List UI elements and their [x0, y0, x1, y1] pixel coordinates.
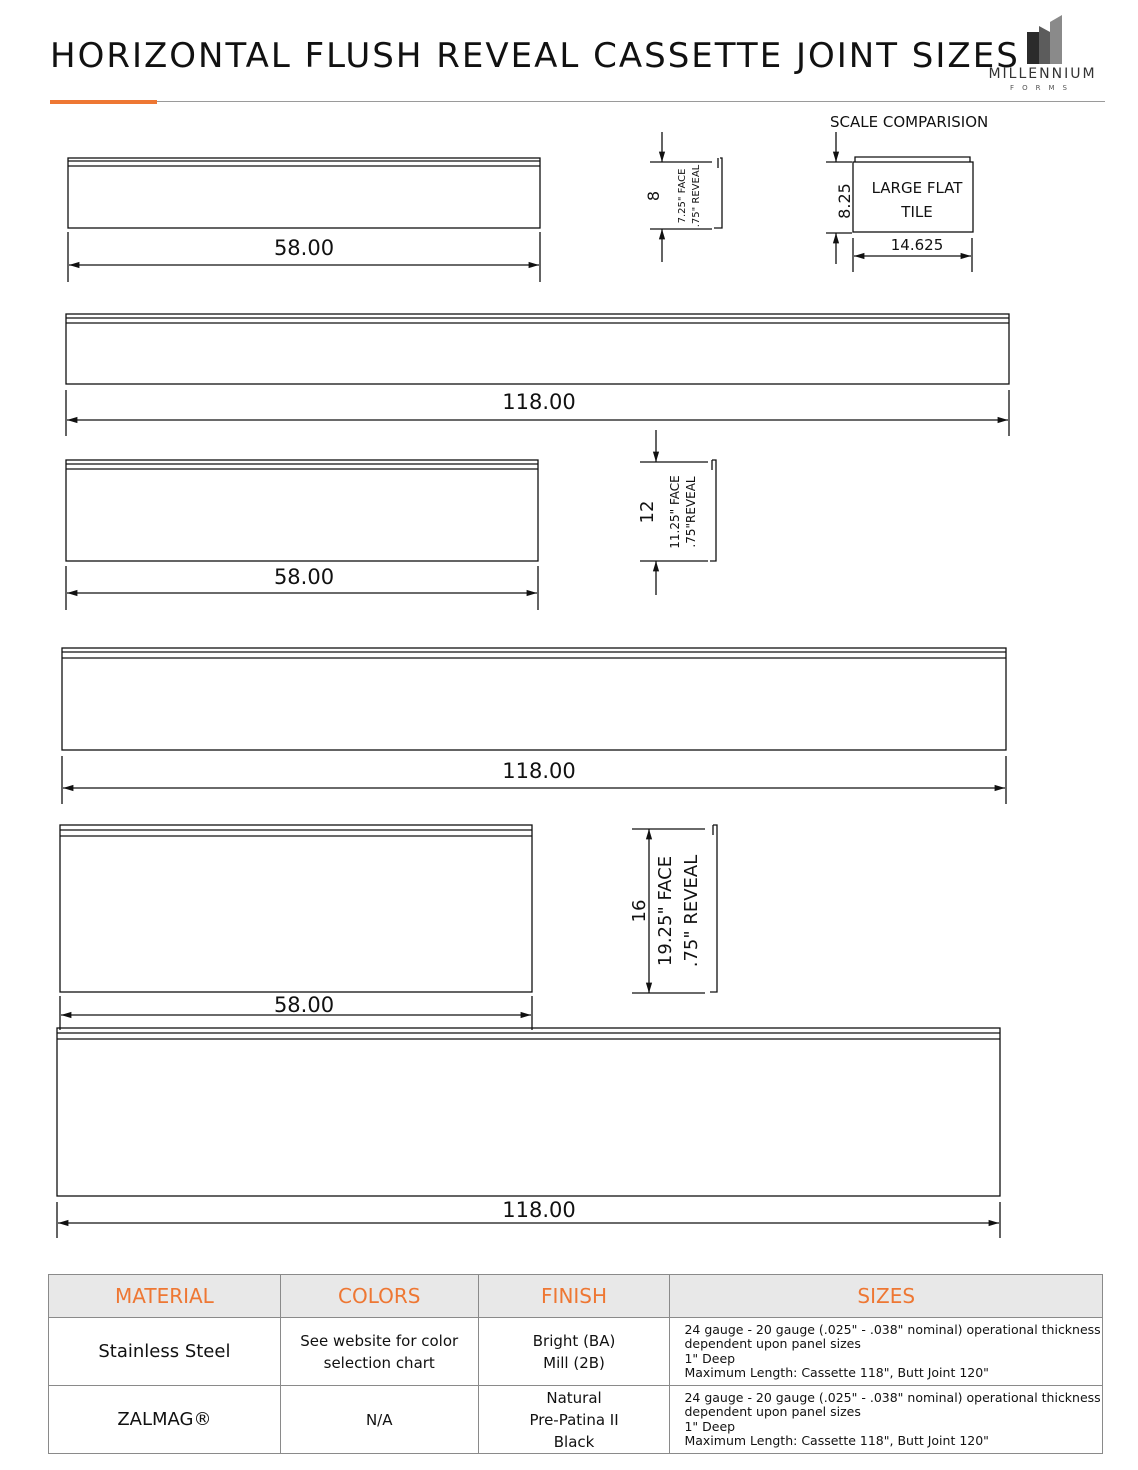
- colors-cell: [280, 1318, 478, 1386]
- sizes-line: dependent upon panel sizes: [684, 1404, 861, 1419]
- finish-cell: [478, 1386, 670, 1454]
- dim-label-p4: 118.00: [502, 759, 576, 783]
- dim-label-p1: 58.00: [273, 236, 335, 260]
- table-row: [49, 1318, 1103, 1386]
- profile-large-height: 16: [629, 899, 650, 923]
- panel-118-small: [66, 314, 1009, 436]
- tile-width: 14.625: [890, 236, 944, 254]
- finish-line: Bright (BA): [532, 1331, 616, 1350]
- sizes-cell: [670, 1318, 1103, 1386]
- sizes-line: dependent upon panel sizes: [684, 1336, 861, 1351]
- sizes-line: Maximum Length: Cassette 118", Butt Joint 120": [684, 1433, 989, 1448]
- spec-table: [48, 1274, 1103, 1454]
- finish-line: Black: [553, 1432, 595, 1451]
- colors-line: See website for color: [300, 1331, 459, 1350]
- sizes-line: 24 gauge - 20 gauge (.025" - .038" nominal) operational thickness: [684, 1389, 1101, 1405]
- sizes-cell: [670, 1386, 1103, 1454]
- sizes-line: 1" Deep: [684, 1418, 736, 1434]
- header-sizes: SIZES: [670, 1275, 1103, 1318]
- profile-medium-reveal: .75"REVEAL: [684, 476, 698, 548]
- sizes-line: 24 gauge - 20 gauge (.025" - .038" nominal) operational thickness: [684, 1321, 1101, 1337]
- material-cell: ZALMAG®: [49, 1386, 281, 1454]
- tile-label-1: LARGE FLAT: [871, 179, 963, 197]
- header-finish: FINISH: [478, 1275, 670, 1318]
- profile-large-face: 19.25" FACE: [655, 855, 676, 967]
- profile-small-face: 7.25" FACE: [677, 168, 688, 224]
- colors-cell: [280, 1386, 478, 1454]
- profile-small-height: 8: [644, 190, 663, 202]
- profile-medium-face: 11.25" FACE: [668, 475, 682, 549]
- dim-label-p3: 58.00: [273, 565, 335, 589]
- dim-label-p5: 58.00: [273, 993, 335, 1017]
- header-colors: COLORS: [280, 1275, 478, 1318]
- header-material: MATERIAL: [49, 1275, 281, 1318]
- profile-large-reveal: .75" REVEAL: [681, 854, 702, 968]
- spec-header-row: [49, 1275, 1103, 1318]
- brand-name: MILLENNIUM: [988, 66, 1097, 82]
- sizes-line: 1" Deep: [684, 1350, 736, 1366]
- page-title: HORIZONTAL FLUSH REVEAL CASSETTE JOINT SIZES: [50, 36, 1020, 76]
- finish-line: Natural: [546, 1388, 602, 1407]
- finish-line: Pre-Patina II: [529, 1410, 619, 1429]
- finish-cell: [478, 1318, 670, 1386]
- tile-height: 8.25: [835, 183, 854, 219]
- sizes-line: Maximum Length: Cassette 118", Butt Joint 120": [684, 1365, 989, 1380]
- profile-small-reveal: .75" REVEAL: [691, 164, 702, 228]
- dim-label-p2: 118.00: [502, 390, 576, 414]
- brand-subtitle: FORMS: [1010, 84, 1075, 92]
- scale-heading: SCALE COMPARISION: [830, 113, 989, 131]
- finish-line: Mill (2B): [543, 1353, 605, 1372]
- table-row: [49, 1386, 1103, 1454]
- tile-label-2: TILE: [901, 203, 933, 221]
- dim-label-p6: 118.00: [502, 1198, 576, 1222]
- colors-line: selection chart: [323, 1353, 435, 1372]
- panel-58-small: [68, 158, 540, 282]
- profile-medium-height: 12: [637, 500, 658, 524]
- material-cell: Stainless Steel: [49, 1318, 281, 1386]
- colors-line: N/A: [365, 1410, 393, 1429]
